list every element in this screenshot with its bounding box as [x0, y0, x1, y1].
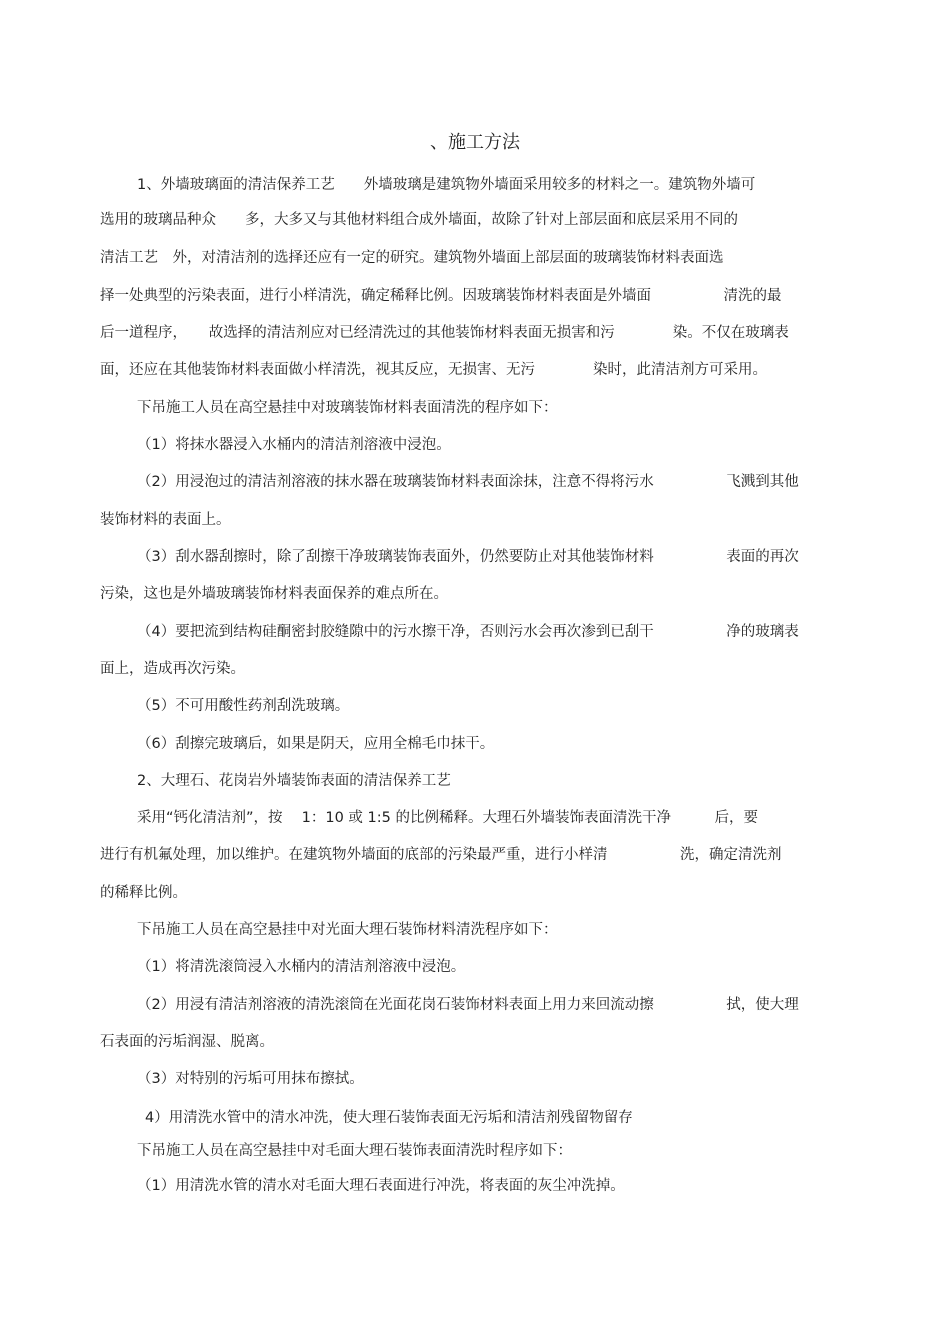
- list-item: （4）要把流到结构硅酮密封胶缝隙中的污水擦干净，否则污水会再次渗到已刮干 净的玻璃表: [137, 624, 799, 640]
- paragraph-line: 面上，造成再次污染。: [100, 661, 245, 677]
- list-item: （1）将抹水器浸入水桶内的清洁剂溶液中浸泡。: [137, 437, 451, 453]
- list-item: （6）刮擦完玻璃后，如果是阴天，应用全棉毛巾抹干。: [137, 736, 495, 752]
- list-item: （2）用浸有清洁剂溶液的清洗滚筒在光面花岗石装饰材料表面上用力来回流动擦 拭，使大理: [137, 997, 799, 1013]
- paragraph-line: 后一道程序， 故选择的清洁剂应对已经清洗过的其他装饰材料表面无损害和污 染。不仅在玻璃表: [100, 325, 789, 341]
- paragraph-line: 清洁工艺 外，对清洁剂的选择还应有一定的研究。建筑物外墙面上部层面的玻璃装饰材料表面选: [100, 250, 724, 266]
- paragraph-line: 1、外墙玻璃面的清洁保养工艺 外墙玻璃是建筑物外墙面采用较多的材料之一。建筑物外墙可: [137, 177, 756, 193]
- list-item: （5）不可用酸性药剂刮洗玻璃。: [137, 698, 350, 714]
- paragraph-line: 的稀释比例。: [100, 885, 187, 901]
- list-item: （2）用浸泡过的清洁剂溶液的抹水器在玻璃装饰材料表面涂抹，注意不得将污水 飞溅到其他: [137, 474, 799, 490]
- paragraph-line: 选用的玻璃品种众 多，大多又与其他材料组合成外墙面，故除了针对上部层面和底层采用不同的: [100, 212, 738, 228]
- paragraph-line: 装饰材料的表面上。: [100, 512, 231, 528]
- paragraph-line: 择一处典型的污染表面，进行小样清洗，确定稀释比例。因玻璃装饰材料表面是外墙面 清洗的最: [100, 288, 782, 304]
- paragraph-line: 面，还应在其他装饰材料表面做小样清洗，视其反应，无损害、无污 染时，此清洁剂方可采用。: [100, 362, 767, 378]
- paragraph-line: 下吊施工人员在高空悬挂中对毛面大理石装饰表面清洗时程序如下：: [137, 1143, 572, 1159]
- paragraph-line: 石表面的污垢润湿、脱离。: [100, 1034, 274, 1050]
- list-item: （3）刮水器刮擦时，除了刮擦干净玻璃装饰表面外，仍然要防止对其他装饰材料 表面的再次: [137, 549, 799, 565]
- paragraph-line: 下吊施工人员在高空悬挂中对光面大理石装饰材料清洗程序如下：: [137, 922, 558, 938]
- subheading: 2、大理石、花岗岩外墙装饰表面的清洁保养工艺: [137, 773, 451, 789]
- list-item: 4）用清洗水管中的清水冲洗，使大理石装饰表面无污垢和清洁剂残留物留存: [145, 1110, 633, 1126]
- list-item: （1）将清洗滚筒浸入水桶内的清洁剂溶液中浸泡。: [137, 959, 466, 975]
- section-title: 、施工方法: [430, 132, 520, 153]
- paragraph-line: 下吊施工人员在高空悬挂中对玻璃装饰材料表面清洗的程序如下：: [137, 400, 558, 416]
- paragraph-line: 采用“钙化清洁剂”，按 1：10 或 1:5 的比例稀释。大理石外墙装饰表面清洗干净 后，要: [137, 810, 758, 826]
- list-item: （1）用清洗水管的清水对毛面大理石表面进行冲洗，将表面的灰尘冲洗掉。: [137, 1178, 625, 1194]
- paragraph-line: 污染，这也是外墙玻璃装饰材料表面保养的难点所在。: [100, 586, 448, 602]
- paragraph-line: 进行有机氟处理，加以维护。在建筑物外墙面的底部的污染最严重，进行小样清 洗，确定清洗剂: [100, 847, 782, 863]
- list-item: （3）对特别的污垢可用抹布擦拭。: [137, 1071, 364, 1087]
